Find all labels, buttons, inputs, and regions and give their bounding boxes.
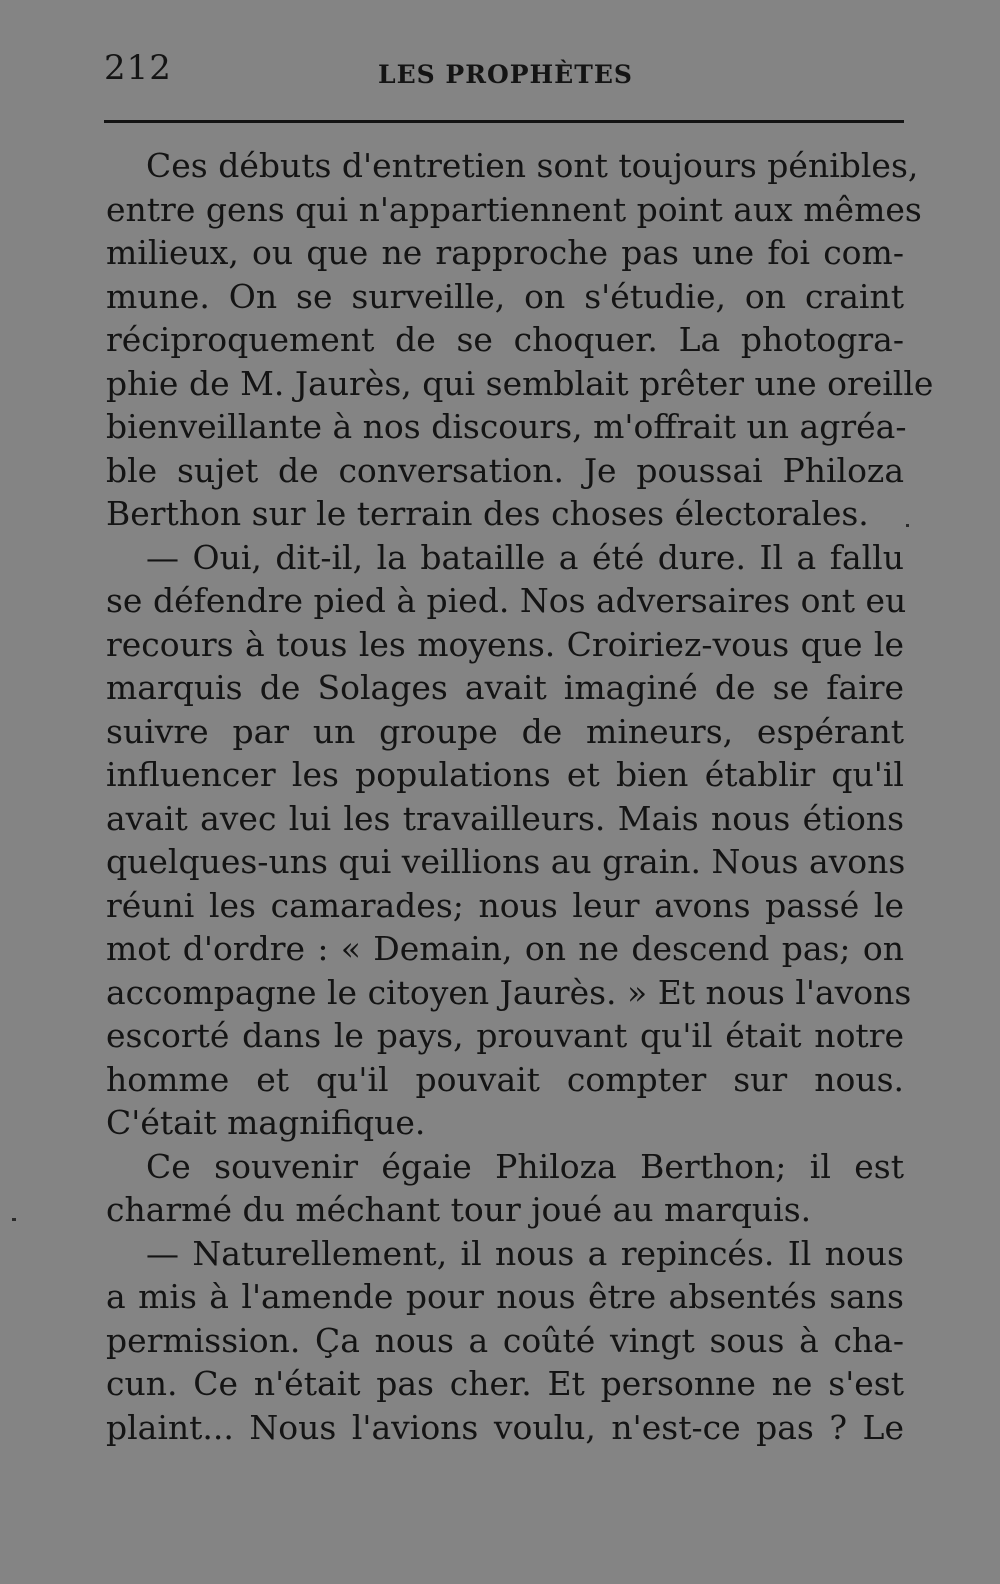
header-rule — [104, 120, 904, 123]
text-line: accompagne le citoyen Jaurès. » Et nous l'avons — [106, 972, 912, 1012]
text-line: — Naturellement, il nous a repincés. Il nous — [146, 1233, 904, 1273]
text-line: réuni les camarades; nous leur avons passé le — [106, 885, 904, 925]
text-line: C'était magnifique. — [106, 1103, 426, 1142]
text-line: mune. On se surveille, on s'étudie, on craint — [106, 276, 904, 316]
text-line: permission. Ça nous a coûté vingt sous à cha- — [106, 1320, 904, 1360]
text-line: homme et qu'il pouvait compter sur nous. — [106, 1059, 904, 1099]
text-line: escorté dans le pays, prouvant qu'il était notre — [106, 1016, 904, 1055]
text-line: — Oui, dit-il, la bataille a été dure. Il a fallu — [146, 537, 904, 577]
text-line: ble sujet de conversation. Je poussai Philoza — [106, 450, 904, 490]
text-line: réciproquement de se choquer. La photogra- — [106, 320, 904, 359]
text-line: avait avec lui les travailleurs. Mais nous étions — [106, 798, 904, 838]
scan-speck — [906, 524, 909, 527]
text-line: entre gens qui n'appartiennent point aux mêmes — [106, 189, 922, 229]
text-line: marquis de Solages avait imaginé de se faire — [106, 668, 904, 707]
body-text — [106, 144, 934, 1449]
text-line: charmé du méchant tour joué au marquis. — [106, 1190, 812, 1229]
text-line: suivre par un groupe de mineurs, espérant — [106, 711, 904, 751]
text-line: milieux, ou que ne rapproche pas une foi com- — [106, 233, 904, 272]
text-line: recours à tous les moyens. Croiriez-vous que le — [106, 624, 904, 664]
text-line: influencer les populations et bien établir qu'il — [106, 755, 904, 794]
text-line: phie de M. Jaurès, qui semblait prêter une oreille — [106, 363, 934, 403]
text-line: a mis à l'amende pour nous être absentés sans — [106, 1277, 904, 1316]
text-line: mot d'ordre : « Demain, on ne descend pas; on — [106, 929, 904, 968]
text-line: plaint... Nous l'avions voulu, n'est-ce pas ? Le — [106, 1407, 904, 1447]
text-line: se défendre pied à pied. Nos adversaires ont eu — [106, 581, 907, 620]
text-line: Ces débuts d'entretien sont toujours pénibles, — [146, 146, 919, 185]
text-line: cun. Ce n'était pas cher. Et personne ne s'est — [106, 1364, 904, 1403]
page-header — [104, 48, 904, 98]
page-number: 212 — [104, 48, 172, 88]
text-line: bienveillante à nos discours, m'offrait un agréa- — [106, 407, 907, 446]
text-line: Ce souvenir égaie Philoza Berthon; il est — [146, 1146, 904, 1186]
scan-speck — [12, 1218, 16, 1221]
text-line: Berthon sur le terrain des choses électorales. — [106, 494, 869, 533]
text-line: quelques-uns qui veillions au grain. Nous avons — [106, 842, 906, 881]
running-title: LES PROPHÈTES — [378, 60, 633, 89]
